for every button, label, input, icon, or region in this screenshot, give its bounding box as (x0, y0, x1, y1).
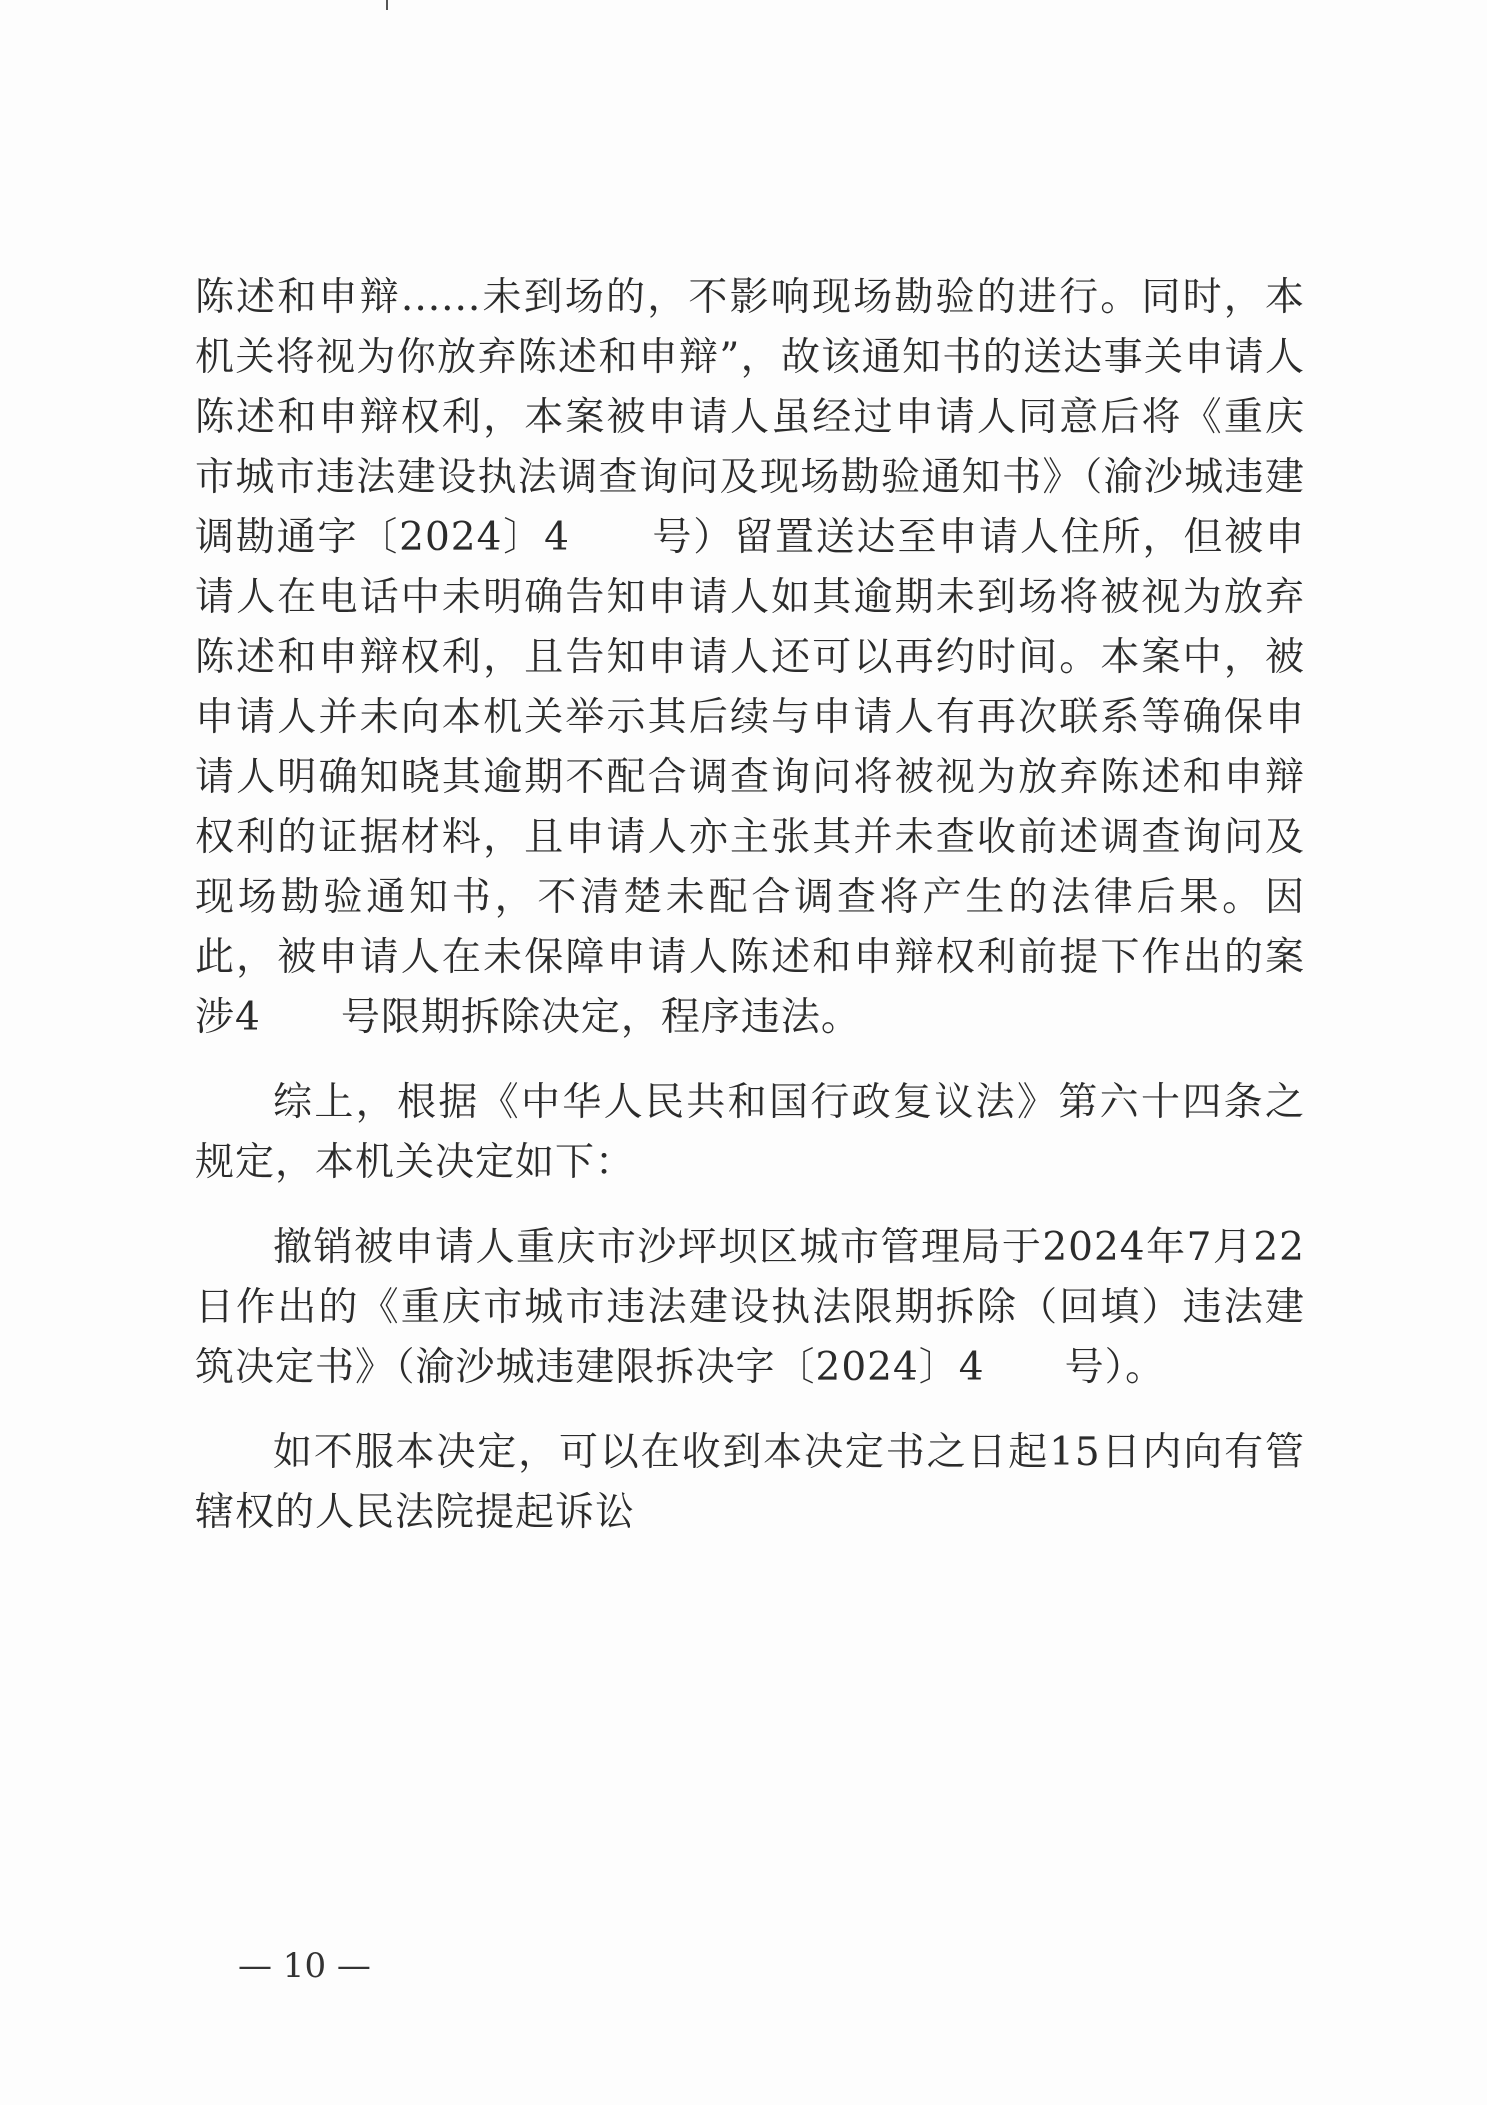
paragraph-appeal-notice: 如不服本决定，可以在收到本决定书之日起15日内向有管辖权的人民法院提起诉讼 (195, 1430, 1305, 1535)
paragraph-decision: 撤销被申请人重庆市沙坪坝区城市管理局于2024年7月22日作出的《重庆市城市违法建设执法限期拆除（回填）违法建筑决定书》（渝沙城违建限拆决字〔2024〕4 号）。 (195, 1225, 1305, 1390)
paragraph-reasoning: 陈述和申辩......未到场的，不影响现场勘验的进行。同时，本机关将视为你放弃陈述和申辩”，故该通知书的送达事关申请人陈述和申辩权利，本案被申请人虽经过申请人同意后将《重庆市城市违法建设执法调查询问及现场勘验通知书》（渝沙城违建调勘通字〔2024〕4 号）留置送达至申请人住所，但被申请人在电话中未明确告知申请人如其逾期未到场将被视为放弃陈述和申辩权利，且告知申请人还可以再约时间。本案中，被申请人并未向本机关举示其后续与申请人有再次联系等确保申请人明确知晓其逾期不配合调查询问将被视为放弃陈述和申辩权利的证据材料，且申请人亦主张其并未查收前述调查询问及现场勘验通知书，不清楚未配合调查将产生的法律后果。因此，被申请人在未保障申请人陈述和申辩权利前提下作出的案涉4 号限期拆除决定，程序违法。 (195, 275, 1305, 1040)
paragraph-conclusion-intro: 综上，根据《中华人民共和国行政复议法》第六十四条之规定，本机关决定如下： (195, 1080, 1305, 1185)
page-number: — 10 — (238, 1946, 371, 1986)
document-body (195, 268, 1305, 1568)
scan-mark (386, 0, 388, 10)
